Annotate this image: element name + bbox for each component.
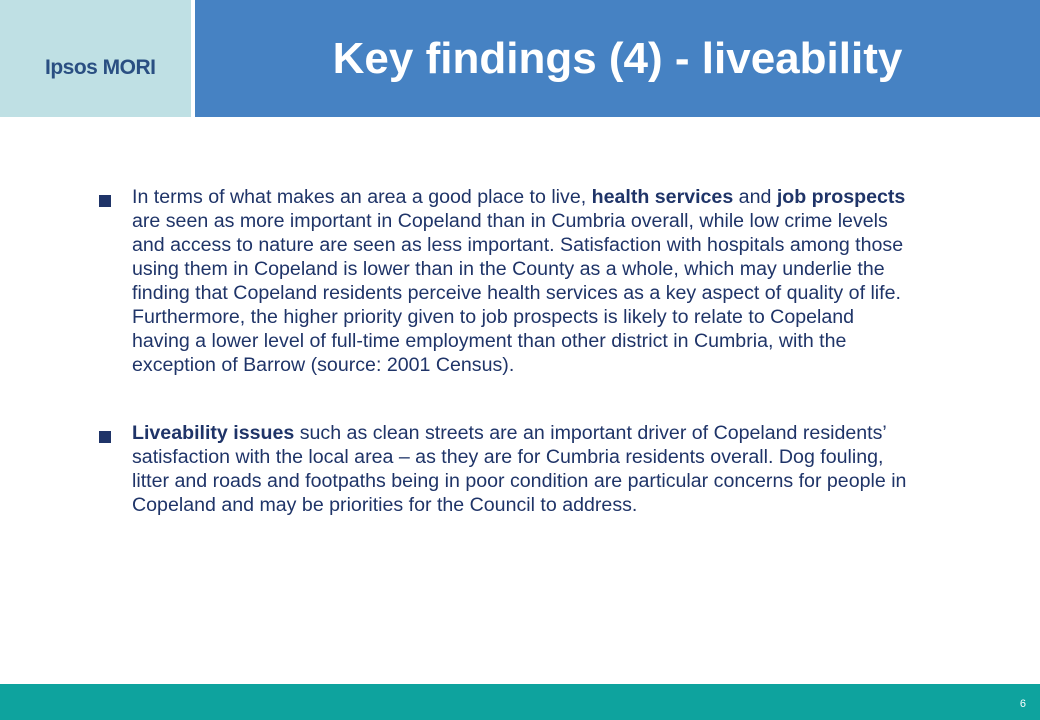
square-bullet-icon: [99, 195, 111, 207]
bullet-text: [132, 422, 906, 516]
text-segment: are seen as more important in Copeland than in Cumbria overall, while low crime levels and access to nature are seen as less important. Satisfaction with hospitals among those using them in Copeland is lower than in the County as a whole, which may underlie the finding that Copeland residents perceive health services as a key aspect of quality of life. Furthermore, the higher priority given to job prospects is likely to relate to Copeland having a lower level of full-time employment than other district in Cumbria, with the exception of Barrow (source: 2001 Census).: [132, 210, 904, 376]
slide-title: Key findings (4) - liveability: [332, 34, 903, 83]
bold-segment: job prospects: [776, 186, 906, 208]
footer-bar: [0, 684, 1040, 720]
bullet-item: [96, 421, 916, 517]
text-segment: such as clean streets are an important driver of Copeland residents’ satisfaction with the local area – as they are for Cumbria residents overall. Dog fouling, litter and roads and footpaths being in poor condition are particular concerns for people in Copeland and may be priorities for the Council to address.: [132, 422, 907, 516]
ipsos-mori-logo: Ipsos MORI: [45, 56, 156, 79]
slide-content: [96, 185, 916, 561]
bold-segment: Liveability issues: [132, 422, 295, 444]
text-segment: In terms of what makes an area a good place to live,: [132, 186, 592, 208]
bold-segment: health services: [591, 186, 734, 208]
page-number: 6: [1019, 698, 1026, 710]
bullet-text: [132, 186, 905, 376]
logo-panel: [0, 0, 191, 117]
title-bar: [195, 0, 1040, 117]
square-bullet-icon: [99, 431, 111, 443]
bullet-item: [96, 185, 916, 377]
text-segment: and: [733, 186, 777, 208]
